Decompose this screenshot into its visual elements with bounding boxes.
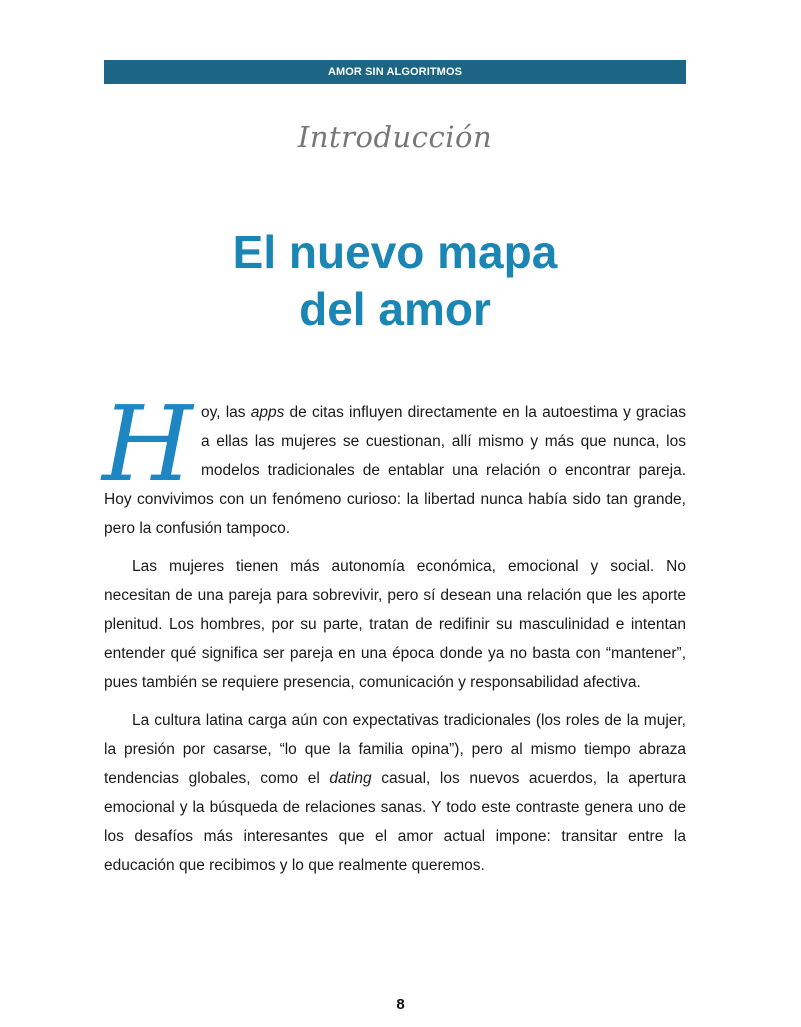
emphasized-text: apps	[250, 404, 285, 421]
paragraph-2	[104, 552, 686, 697]
body-text	[102, 383, 686, 889]
chapter-title	[104, 224, 686, 338]
emphasized-text: dating	[329, 770, 372, 787]
text-run: de citas influyen directamente en la autoestima y gracias a ellas las mujeres se cuestionan, allí mismo y más que nunca, los modelos tradicionales de entablar una relación o encontrar pareja. Hoy convivimos con un fenómeno curioso: la libertad nunca había sido tan grande, pero la confusión tampoco.	[104, 404, 686, 537]
running-header: AMOR SIN ALGORITMOS	[104, 60, 686, 84]
text-run: La cultura latina carga aún con expectativas tradicionales (los roles de la mujer, la presión por casarse, “lo que la familia opina”), pero al mismo tiempo abraza tendencias globales, como el	[104, 712, 686, 787]
paragraph-1	[102, 383, 686, 543]
text-run: oy, las	[201, 404, 251, 421]
text-run: casual, los nuevos acuerdos, la apertura emocional y la búsqueda de relaciones sanas. Y todo este contraste genera uno de los desafíos más interesantes que el amor actual impone: transitar entre la educación que recibimos y lo que realmente queremos.	[104, 770, 686, 874]
paragraph-3	[104, 706, 686, 880]
text-run: Las mujeres tienen más autonomía económica, emocional y social. No necesitan de una pareja para sobrevivir, pero sí desean una relación que les aporte plenitud. Los hombres, por su parte, tratan de redifinir su masculinidad e intentan entender qué significa ser pareja en una época donde ya no basta con “mantener”, pues también se requiere presencia, comunicación y responsabilidad afectiva.	[104, 558, 686, 691]
page-number: 8	[396, 996, 405, 1013]
section-label: Introducción	[297, 120, 493, 154]
chapter-title-line-2: del amor	[299, 283, 491, 335]
drop-cap: H	[102, 383, 193, 505]
chapter-title-line-1: El nuevo mapa	[232, 226, 558, 278]
